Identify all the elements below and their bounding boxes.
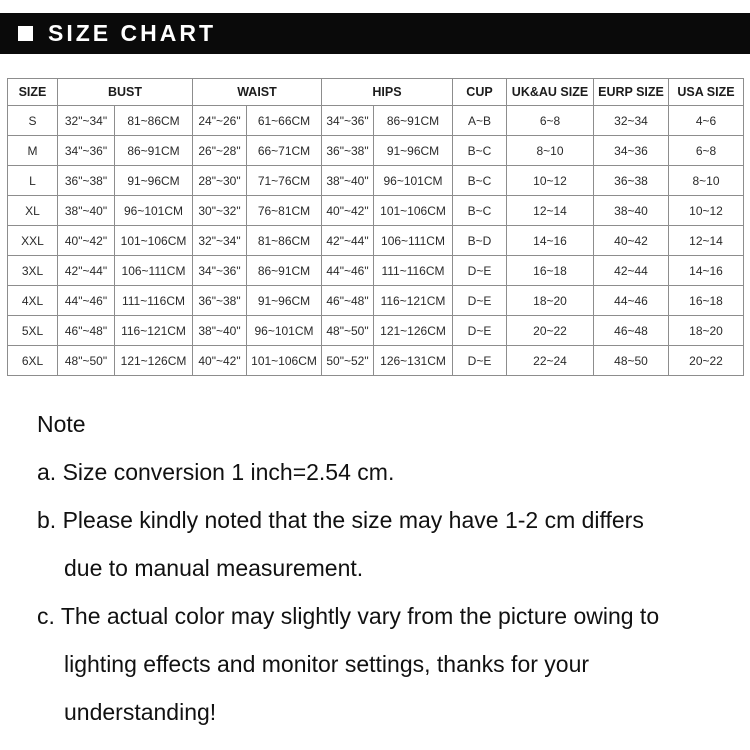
table-row	[8, 136, 744, 166]
table-cell: 46"~48"	[58, 316, 115, 346]
table-cell: 111~116CM	[374, 256, 453, 286]
square-bullet-icon	[18, 26, 33, 41]
table-cell: 4XL	[8, 286, 58, 316]
table-cell: 34"~36"	[58, 136, 115, 166]
table-cell: 121~126CM	[115, 346, 193, 376]
table-cell: 40"~42"	[58, 226, 115, 256]
table-cell: D~E	[453, 286, 507, 316]
table-header-row	[8, 79, 744, 106]
table-cell: 111~116CM	[115, 286, 193, 316]
table-cell: 91~96CM	[247, 286, 322, 316]
table-cell: B~C	[453, 166, 507, 196]
table-cell: XL	[8, 196, 58, 226]
table-cell: 126~131CM	[374, 346, 453, 376]
table-cell: A~B	[453, 106, 507, 136]
table-cell: 101~106CM	[247, 346, 322, 376]
table-cell: 22~24	[507, 346, 594, 376]
note-line: c. The actual color may slightly vary from the picture owing to	[37, 603, 660, 629]
table-cell: 96~101CM	[374, 166, 453, 196]
table-cell: 81~86CM	[247, 226, 322, 256]
table-cell: 5XL	[8, 316, 58, 346]
table-cell: 40"~42"	[322, 196, 374, 226]
note-heading: Note	[37, 411, 86, 437]
table-cell: 48"~50"	[322, 316, 374, 346]
table-cell: D~E	[453, 316, 507, 346]
table-cell: 6XL	[8, 346, 58, 376]
table-row	[8, 226, 744, 256]
table-cell: 38"~40"	[193, 316, 247, 346]
table-cell: 50"~52"	[322, 346, 374, 376]
table-cell: 12~14	[507, 196, 594, 226]
table-cell: 3XL	[8, 256, 58, 286]
table-cell: 86~91CM	[247, 256, 322, 286]
table-row	[8, 196, 744, 226]
table-cell: 26"~28"	[193, 136, 247, 166]
table-cell: 61~66CM	[247, 106, 322, 136]
table-cell: 86~91CM	[115, 136, 193, 166]
table-cell: 20~22	[507, 316, 594, 346]
table-cell: 32"~34"	[58, 106, 115, 136]
table-cell: 106~111CM	[115, 256, 193, 286]
table-cell: 66~71CM	[247, 136, 322, 166]
table-row	[8, 256, 744, 286]
table-cell: 116~121CM	[115, 316, 193, 346]
table-cell: 101~106CM	[374, 196, 453, 226]
size-chart-header	[0, 13, 750, 54]
table-cell: 46~48	[594, 316, 669, 346]
table-cell: B~D	[453, 226, 507, 256]
table-cell: 44"~46"	[58, 286, 115, 316]
table-cell: 81~86CM	[115, 106, 193, 136]
table-row	[8, 166, 744, 196]
note-line: b. Please kindly noted that the size may have 1-2 cm differs	[37, 507, 644, 533]
table-cell: 42~44	[594, 256, 669, 286]
table-cell: 34"~36"	[193, 256, 247, 286]
table-cell: 44~46	[594, 286, 669, 316]
column-header-waist: WAIST	[193, 79, 322, 106]
notes-section	[37, 400, 750, 736]
table-cell: 116~121CM	[374, 286, 453, 316]
table-cell: 30"~32"	[193, 196, 247, 226]
table-cell: 46"~48"	[322, 286, 374, 316]
table-cell: 44"~46"	[322, 256, 374, 286]
table-cell: 18~20	[669, 316, 744, 346]
table-cell: 32"~34"	[193, 226, 247, 256]
table-cell: 8~10	[669, 166, 744, 196]
table-cell: 16~18	[669, 286, 744, 316]
table-cell: 6~8	[669, 136, 744, 166]
table-cell: 71~76CM	[247, 166, 322, 196]
table-cell: 20~22	[669, 346, 744, 376]
table-cell: 10~12	[507, 166, 594, 196]
note-line: lighting effects and monitor settings, thanks for your	[64, 651, 590, 677]
table-cell: 34~36	[594, 136, 669, 166]
table-cell: L	[8, 166, 58, 196]
table-cell: 96~101CM	[115, 196, 193, 226]
column-header-uk-au-size: UK&AU SIZE	[507, 79, 594, 106]
table-row	[8, 316, 744, 346]
table-cell: 36~38	[594, 166, 669, 196]
table-cell: 8~10	[507, 136, 594, 166]
table-cell: 18~20	[507, 286, 594, 316]
table-cell: 48~50	[594, 346, 669, 376]
table-cell: 121~126CM	[374, 316, 453, 346]
table-cell: 106~111CM	[374, 226, 453, 256]
size-chart-title: SIZE CHART	[48, 20, 216, 46]
note-line: a. Size conversion 1 inch=2.54 cm.	[37, 459, 395, 485]
table-cell: 42"~44"	[322, 226, 374, 256]
size-table-container	[7, 78, 750, 376]
column-header-bust: BUST	[58, 79, 193, 106]
table-cell: XXL	[8, 226, 58, 256]
table-row	[8, 286, 744, 316]
table-cell: B~C	[453, 196, 507, 226]
table-cell: 86~91CM	[374, 106, 453, 136]
table-cell: 48"~50"	[58, 346, 115, 376]
table-cell: 76~81CM	[247, 196, 322, 226]
table-cell: 91~96CM	[115, 166, 193, 196]
column-header-cup: CUP	[453, 79, 507, 106]
table-cell: 14~16	[669, 256, 744, 286]
table-cell: D~E	[453, 346, 507, 376]
table-cell: 16~18	[507, 256, 594, 286]
table-cell: 4~6	[669, 106, 744, 136]
table-cell: 6~8	[507, 106, 594, 136]
table-cell: 38~40	[594, 196, 669, 226]
table-cell: 36"~38"	[193, 286, 247, 316]
column-header-usa-size: USA SIZE	[669, 79, 744, 106]
table-cell: 14~16	[507, 226, 594, 256]
column-header-eurp-size: EURP SIZE	[594, 79, 669, 106]
table-cell: B~C	[453, 136, 507, 166]
table-cell: 10~12	[669, 196, 744, 226]
note-line: due to manual measurement.	[64, 555, 364, 581]
note-line: understanding!	[64, 699, 217, 725]
table-cell: 32~34	[594, 106, 669, 136]
table-cell: 36"~38"	[58, 166, 115, 196]
table-cell: S	[8, 106, 58, 136]
table-cell: 42"~44"	[58, 256, 115, 286]
table-cell: 91~96CM	[374, 136, 453, 166]
table-cell: 28"~30"	[193, 166, 247, 196]
table-cell: 24"~26"	[193, 106, 247, 136]
column-header-hips: HIPS	[322, 79, 453, 106]
table-cell: 36"~38"	[322, 136, 374, 166]
table-row	[8, 346, 744, 376]
column-header-size: SIZE	[8, 79, 58, 106]
table-cell: 101~106CM	[115, 226, 193, 256]
size-chart-table	[7, 78, 744, 376]
table-row	[8, 106, 744, 136]
table-cell: 96~101CM	[247, 316, 322, 346]
table-cell: 40~42	[594, 226, 669, 256]
table-cell: 40"~42"	[193, 346, 247, 376]
table-cell: 38"~40"	[322, 166, 374, 196]
table-cell: D~E	[453, 256, 507, 286]
table-cell: M	[8, 136, 58, 166]
table-cell: 38"~40"	[58, 196, 115, 226]
table-cell: 34"~36"	[322, 106, 374, 136]
table-cell: 12~14	[669, 226, 744, 256]
